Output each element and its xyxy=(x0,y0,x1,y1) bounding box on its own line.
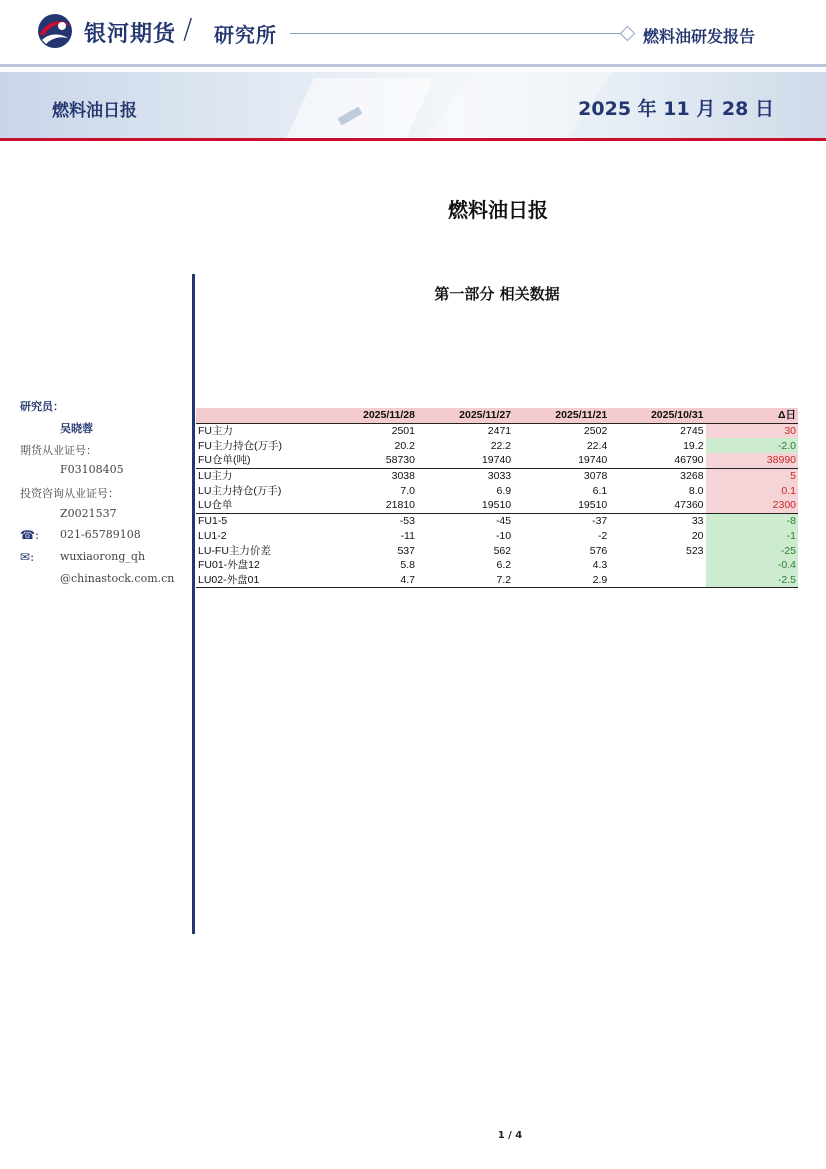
delta-cell: 2300 xyxy=(706,498,798,513)
value-cell: -37 xyxy=(592,515,608,528)
title-banner xyxy=(0,72,826,138)
row-label: LU主力持仓(万手) xyxy=(198,484,282,497)
value-cell: 562 xyxy=(493,544,512,557)
value-cell: 20 xyxy=(691,529,704,542)
value-cell: 6.9 xyxy=(496,484,512,497)
banner-title: 燃料油日报 xyxy=(52,101,137,121)
delta-cell: -1 xyxy=(706,529,798,544)
header-diamond-icon xyxy=(620,26,636,42)
value-cell: 3078 xyxy=(583,470,608,483)
researcher-label: 研究员： xyxy=(20,400,64,413)
table-row xyxy=(196,558,798,573)
futures-license-label: 期货从业证号： xyxy=(20,444,97,457)
value-cell: 21810 xyxy=(321,498,417,513)
header-cell-date-1: 2025/11/28 xyxy=(321,408,417,423)
value-cell: 19510 xyxy=(417,498,513,513)
value-cell: 20.2 xyxy=(394,439,415,452)
value-cell: 2.9 xyxy=(513,573,609,588)
value-cell: 6.2 xyxy=(496,559,512,572)
value-cell: -10 xyxy=(495,529,512,542)
value-cell: 22.2 xyxy=(490,439,512,452)
value-cell: -45 xyxy=(495,515,512,528)
value-cell: 19510 xyxy=(513,498,609,513)
row-label: LU-FU主力价差 xyxy=(198,544,271,557)
row-label: LU主力 xyxy=(198,470,233,483)
header-cell-date-2: 2025/11/27 xyxy=(417,408,513,423)
delta-cell: 0.1 xyxy=(706,483,798,498)
value-cell: 19740 xyxy=(417,453,513,468)
header-slash: / xyxy=(183,12,193,45)
document-title: 燃料油日报 xyxy=(448,198,548,222)
delta-cell: 30 xyxy=(706,423,798,438)
header-cell-delta: Δ日 xyxy=(706,408,798,423)
table-row xyxy=(196,498,798,513)
table-row xyxy=(196,438,798,453)
value-cell: -11 xyxy=(400,529,415,542)
row-label: FU主力持仓(万手) xyxy=(198,439,282,452)
value-cell: 2471 xyxy=(487,425,512,438)
value-cell: 4.3 xyxy=(592,559,608,572)
value-cell: 7.0 xyxy=(400,484,415,497)
table-header-row xyxy=(196,408,798,423)
row-label: FU1-5 xyxy=(198,515,228,528)
table-row xyxy=(196,543,798,558)
delta-cell: -0.4 xyxy=(706,558,798,573)
table-row xyxy=(196,483,798,498)
futures-license-number: F03108405 xyxy=(60,463,124,476)
table-row xyxy=(196,513,798,528)
galaxy-logo-icon xyxy=(34,12,76,50)
row-label: LU仓单 xyxy=(196,498,321,513)
delta-cell: -2.0 xyxy=(706,438,798,453)
value-cell: 2745 xyxy=(680,425,704,438)
value-cell: 47360 xyxy=(609,498,705,513)
report-type: 燃料油研发报告 xyxy=(643,27,756,46)
value-cell: 3268 xyxy=(680,470,704,483)
value-cell: 19.2 xyxy=(683,439,704,452)
value-cell: -2 xyxy=(597,529,608,542)
value-cell: 58730 xyxy=(321,453,417,468)
value-cell: 523 xyxy=(686,544,704,557)
table-row xyxy=(196,529,798,544)
header-line xyxy=(290,33,622,34)
row-label: FU01-外盘12 xyxy=(198,559,260,572)
value-cell: 46790 xyxy=(609,453,705,468)
banner-red-rule xyxy=(0,138,826,141)
value-cell: 2502 xyxy=(583,425,608,438)
company-name: 银河期货 xyxy=(84,22,177,47)
header-cell-date-3: 2025/11/21 xyxy=(513,408,609,423)
value-cell: 5.8 xyxy=(400,559,415,572)
row-label: FU仓单(吨) xyxy=(196,453,321,468)
section-title: 第一部分 相关数据 xyxy=(434,285,560,303)
header-cell-label xyxy=(196,408,321,423)
value-cell: 537 xyxy=(397,544,415,557)
report-date: 2025 年 11 月 28 日 xyxy=(578,98,774,120)
value-cell: -53 xyxy=(399,515,415,528)
advisory-license-label: 投资咨询从业证号： xyxy=(20,487,119,500)
delta-cell: 38990 xyxy=(706,453,798,468)
delta-cell: -25 xyxy=(706,543,798,558)
value-cell: 33 xyxy=(691,515,704,528)
value-cell xyxy=(609,558,705,573)
email-line-2[interactable]: @chinastock.com.cn xyxy=(60,572,175,585)
delta-cell: -2.5 xyxy=(706,573,798,588)
value-cell: 3033 xyxy=(487,470,512,483)
value-cell: 3038 xyxy=(391,470,415,483)
value-cell: 8.0 xyxy=(688,484,704,497)
phone-number: 021-65789108 xyxy=(60,528,141,541)
table-row xyxy=(196,453,798,468)
row-label: FU主力 xyxy=(198,425,233,438)
value-cell: 4.7 xyxy=(321,573,417,588)
row-label: LU1-2 xyxy=(198,529,227,542)
page-number: 1 / 4 xyxy=(497,1130,523,1141)
value-cell: 19740 xyxy=(513,453,609,468)
sidebar-divider xyxy=(192,274,195,934)
value-cell: 6.1 xyxy=(592,484,608,497)
delta-cell: -8 xyxy=(706,513,798,528)
value-cell: 22.4 xyxy=(586,439,608,452)
value-cell: 576 xyxy=(589,544,608,557)
value-cell: 7.2 xyxy=(417,573,513,588)
value-cell: 2501 xyxy=(391,425,415,438)
table-row xyxy=(196,468,798,483)
delta-cell: 5 xyxy=(706,468,798,483)
advisory-license-number: Z0021537 xyxy=(60,507,117,520)
header-divider xyxy=(0,64,826,67)
header-cell-date-4: 2025/10/31 xyxy=(609,408,705,423)
table-row xyxy=(196,423,798,438)
row-label: LU02-外盘01 xyxy=(196,573,321,588)
value-cell xyxy=(609,573,705,588)
institute-name: 研究所 xyxy=(214,23,277,47)
table-row xyxy=(196,573,798,588)
email-line-1[interactable]: wuxiaorong_qh xyxy=(60,550,146,563)
researcher-name: 吴晓蓉 xyxy=(60,422,93,435)
phone-icon: ☎: xyxy=(20,528,39,542)
mail-icon: ✉: xyxy=(20,550,35,564)
fuel-oil-data-table xyxy=(196,408,798,588)
